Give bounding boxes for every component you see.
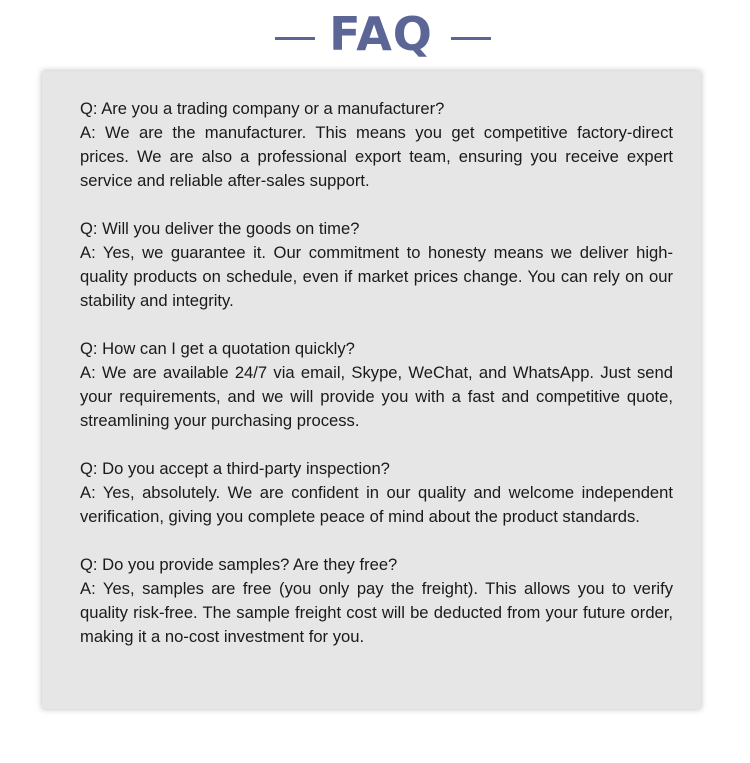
page-title: FAQ — [329, 7, 433, 61]
faq-answer: A: Yes, absolutely. We are confident in our quality and welcome independent verification, giving you complete peace of mind about the product standards. — [80, 483, 673, 526]
faq-item — [80, 97, 673, 193]
faq-answer: A: Yes, we guarantee it. Our commitment to honesty means we deliver high-quality products on schedule, even if market prices change. You can rely on our stability and integrity. — [80, 243, 673, 310]
faq-item — [80, 337, 673, 433]
faq-question: Q: How can I get a quotation quickly? — [80, 339, 355, 358]
faq-item — [80, 457, 673, 529]
faq-answer: A: We are the manufacturer. This means you get competitive factory-direct prices. We are also a professional export team, ensuring you receive expert service and reliable after-sales support. — [80, 123, 673, 190]
faq-question: Q: Do you accept a third-party inspection? — [80, 459, 390, 478]
faq-question: Q: Are you a trading company or a manufacturer? — [80, 99, 445, 118]
title-rule-left — [275, 37, 315, 40]
faq-header — [0, 6, 750, 62]
faq-question: Q: Do you provide samples? Are they free? — [80, 555, 398, 574]
title-rule-right — [451, 37, 491, 40]
faq-item — [80, 553, 673, 649]
faq-answer: A: We are available 24/7 via email, Skype, WeChat, and WhatsApp. Just send your requirements, and we will provide you with a fast and competitive quote, streamlining your purchasing process. — [80, 363, 673, 430]
faq-question: Q: Will you deliver the goods on time? — [80, 219, 360, 238]
faq-item — [80, 217, 673, 313]
faq-panel — [42, 71, 701, 709]
faq-answer: A: Yes, samples are free (you only pay the freight). This allows you to verify quality risk-free. The sample freight cost will be deducted from your future order, making it a no-cost investment for you. — [80, 579, 673, 646]
faq-list — [80, 97, 673, 673]
